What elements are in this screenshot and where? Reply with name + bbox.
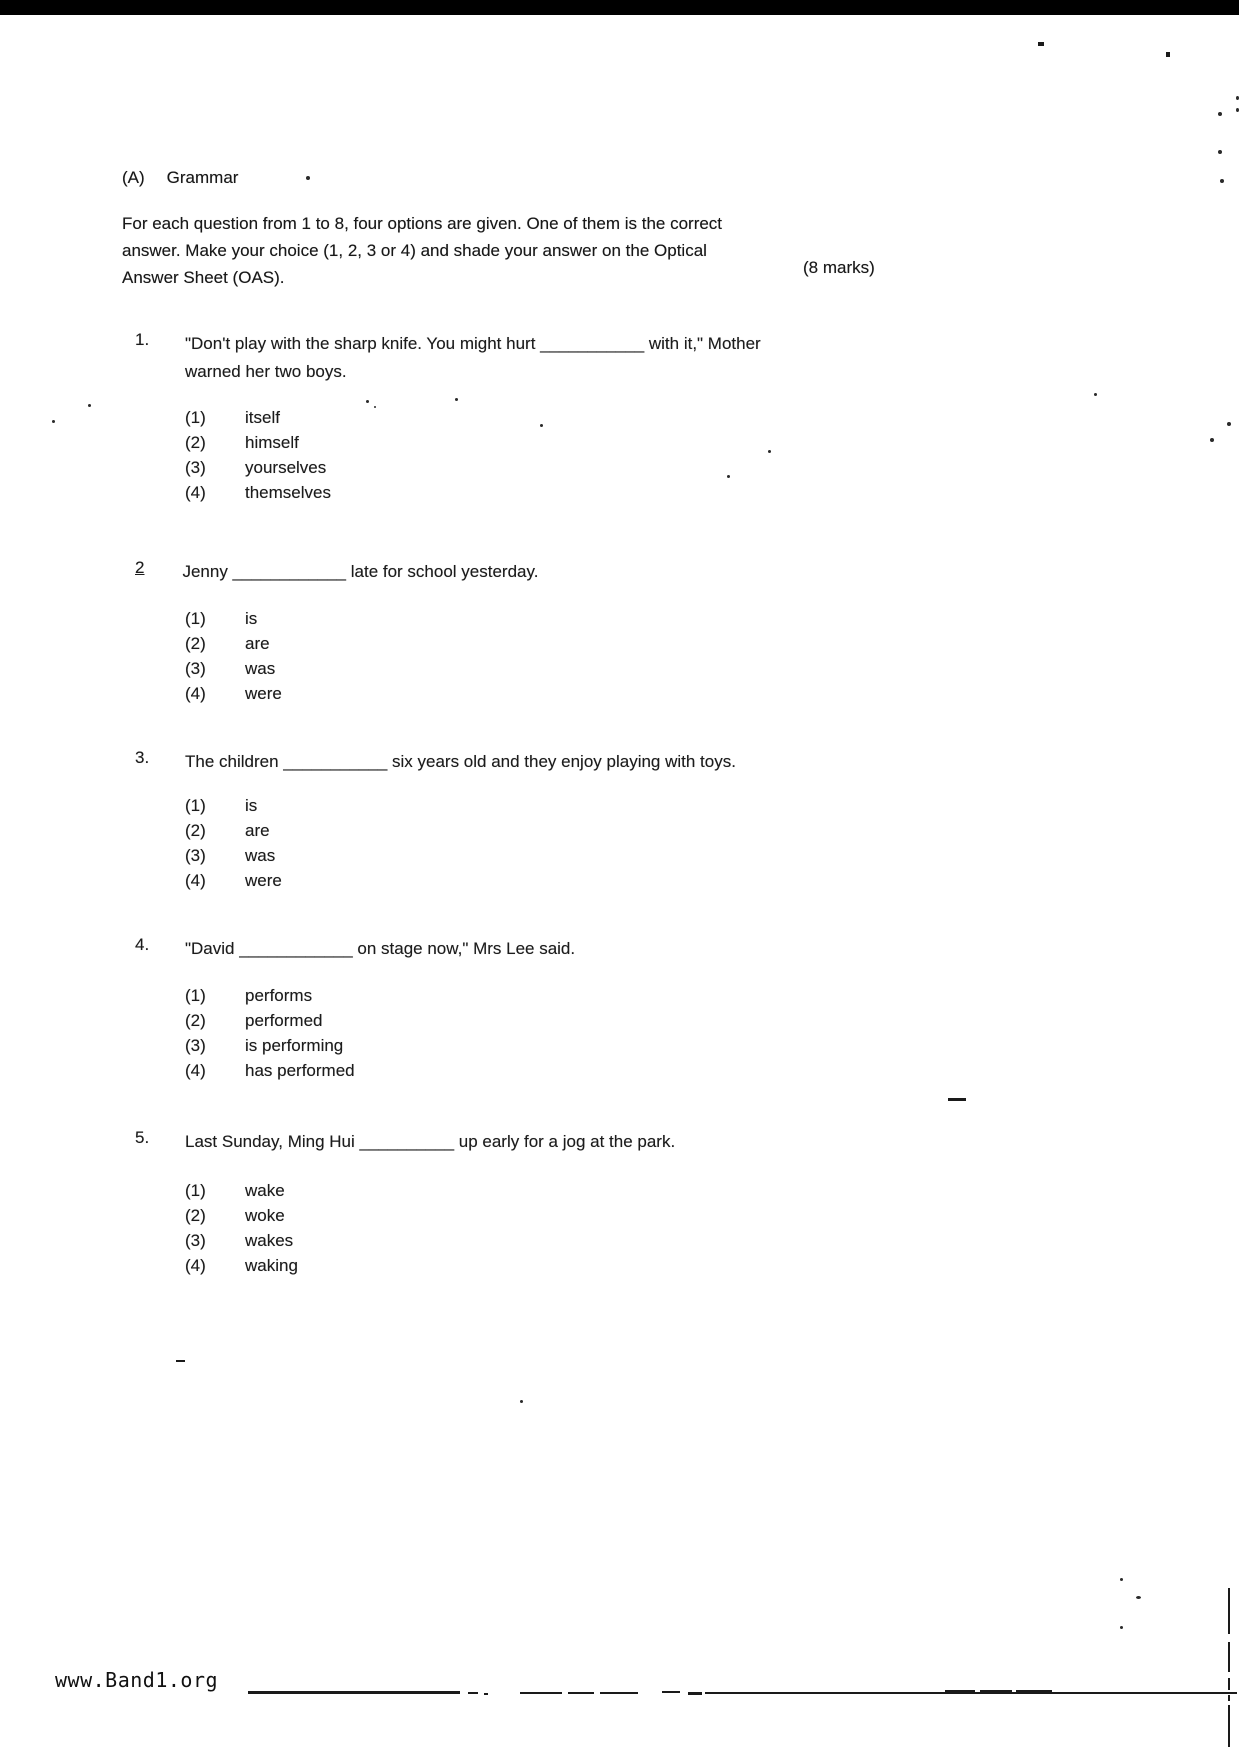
- option-label: is performing: [245, 1036, 344, 1055]
- option-number: (2): [185, 821, 206, 840]
- option-label: wake: [245, 1181, 285, 1200]
- section-heading: [122, 168, 238, 188]
- question-3-number: 3.: [135, 748, 150, 767]
- question-1-option-3: [185, 455, 1095, 480]
- option-label: itself: [245, 408, 280, 427]
- option-label: waking: [245, 1256, 298, 1275]
- option-number: (4): [185, 1061, 206, 1080]
- question-1-text-line-1: "Don't play with the sharp knife. You might hurt ___________ with it," Mother: [185, 334, 761, 353]
- option-label: has performed: [245, 1061, 355, 1080]
- option-label: are: [245, 634, 270, 653]
- footer-rule-segment: [520, 1692, 562, 1694]
- question-3: [135, 748, 1095, 893]
- option-number: (3): [185, 458, 206, 477]
- option-label: is: [245, 796, 258, 815]
- scan-dash: [1166, 52, 1170, 57]
- question-2-text-line-1: Jenny ____________ late for school yesterday.: [182, 562, 539, 581]
- scan-dash: [948, 1098, 966, 1101]
- section-title: Grammar: [166, 168, 239, 187]
- scan-speck: [1136, 1596, 1141, 1599]
- question-1-option-1: [185, 405, 1095, 430]
- option-label: was: [245, 659, 276, 678]
- footer-watermark-url: www.Band1.org: [55, 1668, 219, 1692]
- scan-speck: [1120, 1626, 1123, 1629]
- question-2-option-4: [185, 681, 1095, 706]
- option-label: are: [245, 821, 270, 840]
- option-number: (3): [185, 1036, 206, 1055]
- scan-edge-dash: [1228, 1695, 1230, 1701]
- footer-rule-segment: [662, 1691, 680, 1693]
- question-2-option-3: [185, 656, 1095, 681]
- footer-rule-segment: [688, 1692, 702, 1695]
- scan-speck: [455, 398, 458, 401]
- scan-speck: [520, 1400, 523, 1403]
- option-number: (1): [185, 986, 206, 1005]
- footer-rule-segment: [568, 1692, 594, 1694]
- question-4-option-2: [185, 1008, 1095, 1033]
- question-4-option-3: [185, 1033, 1095, 1058]
- question-2-option-1: [185, 606, 1095, 631]
- scan-dash: [1038, 42, 1044, 46]
- question-5-number: 5.: [135, 1128, 150, 1147]
- question-4-text-line-1: "David ____________ on stage now," Mrs Lee said.: [185, 939, 576, 958]
- question-2-number: 2: [135, 558, 145, 577]
- instructions-line-2: answer. Make your choice (1, 2, 3 or 4) and shade your answer on the Optical: [122, 241, 707, 260]
- footer-rule-segment: [484, 1693, 488, 1695]
- option-number: (1): [185, 1181, 206, 1200]
- scan-edge-bar: [0, 0, 1239, 15]
- option-number: (3): [185, 659, 206, 678]
- footer-rule-segment: [1016, 1690, 1052, 1694]
- option-label: is: [245, 609, 258, 628]
- footer-rule-segment: [945, 1690, 975, 1694]
- scan-speck: [768, 450, 771, 453]
- option-number: (2): [185, 1206, 206, 1225]
- option-label: wakes: [245, 1231, 294, 1250]
- scan-speck: [1120, 1578, 1123, 1581]
- option-label: yourselves: [245, 458, 327, 477]
- option-label: themselves: [245, 483, 331, 502]
- question-2: [135, 558, 1095, 706]
- option-label: woke: [245, 1206, 285, 1225]
- question-5-option-2: [185, 1203, 1095, 1228]
- footer-rule-segment: [468, 1692, 478, 1694]
- footer-rule-segment: [980, 1690, 1012, 1694]
- question-5-option-1: [185, 1178, 1095, 1203]
- question-3-option-3: [185, 843, 1095, 868]
- instructions-line-1: For each question from 1 to 8, four options are given. One of them is the correct: [122, 214, 723, 233]
- scan-speck: [306, 176, 310, 180]
- scan-speck: [88, 404, 91, 407]
- question-3-option-2: [185, 818, 1095, 843]
- question-3-option-4: [185, 868, 1095, 893]
- question-5: [135, 1128, 1095, 1278]
- option-number: (1): [185, 609, 206, 628]
- scan-edge-dash: [1228, 1678, 1230, 1690]
- question-2-option-2: [185, 631, 1095, 656]
- option-number: (2): [185, 634, 206, 653]
- option-number: (4): [185, 684, 206, 703]
- question-5-text-line-1: Last Sunday, Ming Hui __________ up early for a jog at the park.: [185, 1132, 676, 1151]
- question-1-option-4: [185, 480, 1095, 505]
- question-5-option-4: [185, 1253, 1095, 1278]
- option-label: performs: [245, 986, 313, 1005]
- scan-speck: [1220, 179, 1224, 183]
- section-label: (A): [122, 168, 145, 187]
- instructions: [122, 210, 882, 291]
- option-number: (4): [185, 483, 206, 502]
- option-number: (2): [185, 1011, 206, 1030]
- question-3-text-line-1: The children ___________ six years old and they enjoy playing with toys.: [185, 752, 736, 771]
- question-5-option-3: [185, 1228, 1095, 1253]
- option-number: (4): [185, 1256, 206, 1275]
- option-number: (3): [185, 846, 206, 865]
- scan-speck: [374, 406, 376, 408]
- scan-speck: [1210, 438, 1214, 442]
- scan-speck: [1227, 422, 1231, 426]
- scan-speck: [540, 424, 543, 427]
- option-label: was: [245, 846, 276, 865]
- option-number: (2): [185, 433, 206, 452]
- question-1-number: 1.: [135, 330, 150, 349]
- scan-speck: [1094, 393, 1097, 396]
- option-label: were: [245, 871, 282, 890]
- question-1-option-2: [185, 430, 1095, 455]
- option-number: (1): [185, 408, 206, 427]
- scan-dash: [176, 1360, 185, 1362]
- question-1-text-line-2: warned her two boys.: [185, 362, 347, 381]
- option-label: himself: [245, 433, 299, 452]
- question-4-option-4: [185, 1058, 1095, 1083]
- marks-label: (8 marks): [803, 258, 875, 277]
- scan-speck: [1218, 112, 1222, 116]
- question-4: [135, 935, 1095, 1083]
- scan-speck: [366, 400, 369, 403]
- question-4-number: 4.: [135, 935, 150, 954]
- question-3-option-1: [185, 793, 1095, 818]
- instructions-line-3: Answer Sheet (OAS).: [122, 268, 285, 287]
- question-1: [135, 330, 1095, 505]
- option-number: (4): [185, 871, 206, 890]
- footer-rule-segment: [248, 1691, 460, 1694]
- scan-edge-dash: [1228, 1705, 1230, 1747]
- scan-speck: [1218, 150, 1222, 154]
- option-number: (1): [185, 796, 206, 815]
- scan-speck: [727, 475, 730, 478]
- scan-edge-dash: [1228, 1642, 1230, 1672]
- scan-speck: [52, 420, 55, 423]
- option-number: (3): [185, 1231, 206, 1250]
- scan-edge-dash: [1228, 1588, 1230, 1634]
- option-label: performed: [245, 1011, 323, 1030]
- question-4-option-1: [185, 983, 1095, 1008]
- option-label: were: [245, 684, 282, 703]
- footer-rule-segment: [600, 1692, 638, 1694]
